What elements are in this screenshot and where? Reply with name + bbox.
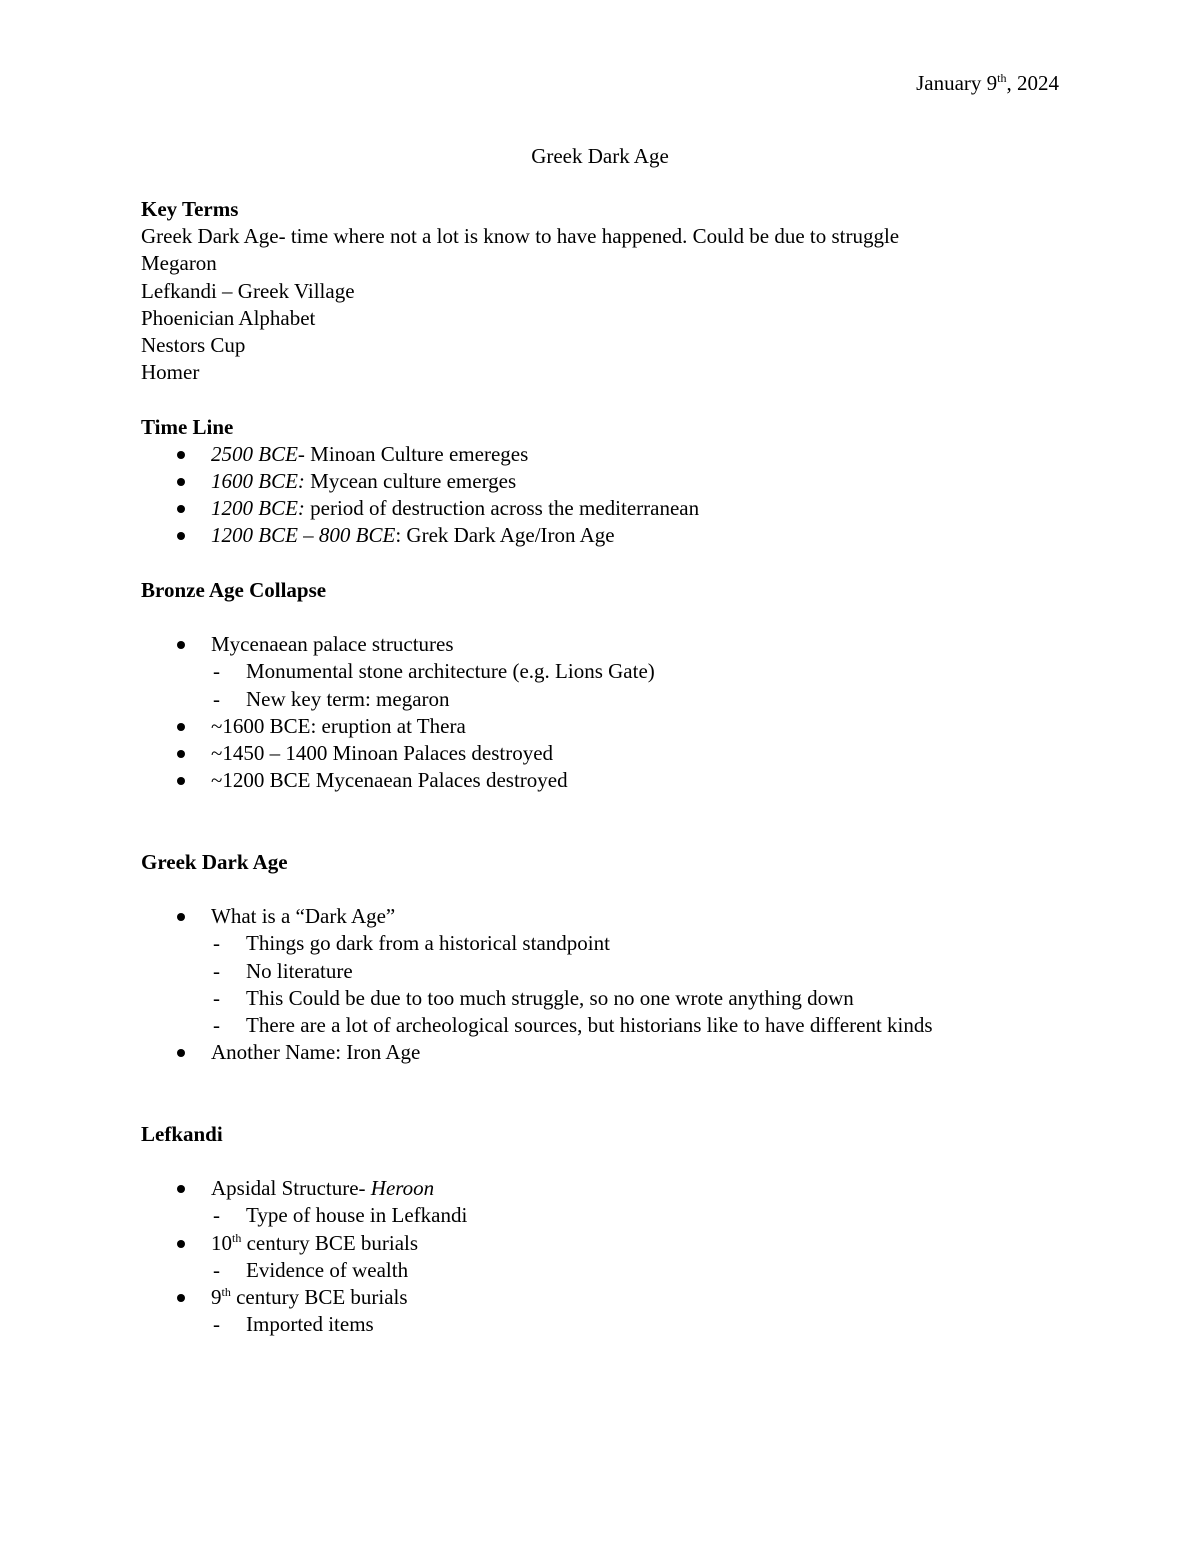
- date-sup: th: [997, 71, 1007, 85]
- sub-item-text: Monumental stone architecture (e.g. Lions Gate): [246, 659, 655, 684]
- key-term-item: Lefkandi – Greek Village: [141, 278, 355, 303]
- sub-item: [141, 1012, 1101, 1039]
- sub-item-text: There are a lot of archeological sources, but historians like to have different kinds: [246, 1013, 933, 1037]
- bronze-age-heading: Bronze Age Collapse: [141, 577, 327, 602]
- bullet-icon: [177, 1294, 185, 1302]
- dash-marker: -: [213, 931, 220, 956]
- bullet-text: Another Name: Iron Age: [211, 1040, 421, 1065]
- timeline-item: [141, 468, 1101, 495]
- timeline-date: 2500 BCE-: [211, 441, 305, 466]
- sub-item-text: Things go dark from a historical standpoint: [246, 931, 610, 956]
- bullet-icon: [177, 641, 185, 649]
- bullet-item: [141, 631, 1101, 658]
- sub-item: [141, 658, 1101, 685]
- timeline-heading: Time Line: [141, 414, 234, 439]
- bullet-italic-text: Heroon: [370, 1176, 435, 1201]
- dark-age-heading: Greek Dark Age: [141, 849, 288, 874]
- bullet-text: century BCE burials: [241, 1230, 419, 1255]
- timeline-date: 1200 BCE – 800 BCE: [211, 523, 396, 548]
- sub-item: [141, 1202, 1101, 1229]
- dash-marker: -: [213, 958, 220, 983]
- sub-item-text: No literature: [246, 958, 353, 983]
- bullet-text: Apsidal Structure-: [211, 1176, 371, 1201]
- bullet-text: Mycenaean palace structures: [211, 632, 454, 657]
- key-term-item: Nestors Cup: [141, 333, 246, 358]
- bullet-item: [141, 1284, 1101, 1311]
- lefkandi-heading: Lefkandi: [141, 1121, 223, 1146]
- bullet-item: [141, 767, 1101, 794]
- key-term-item: Homer: [141, 360, 200, 385]
- sub-item: [141, 686, 1101, 713]
- bullet-text: ~1450 – 1400 Minoan Palaces destroyed: [211, 741, 554, 766]
- bullet-text: ~1600 BCE: eruption at Thera: [211, 713, 466, 738]
- bullet-icon: [177, 723, 185, 731]
- sub-item-text: Evidence of wealth: [246, 1257, 409, 1282]
- bullet-item: [141, 1039, 1101, 1066]
- key-term-item: Greek Dark Age- time where not a lot is know to have happened. Could be due to struggle: [141, 224, 900, 249]
- timeline-text: Mycean culture emerges: [304, 469, 517, 494]
- timeline-item: [141, 495, 1101, 522]
- key-term-item: Megaron: [141, 251, 217, 276]
- bullet-icon: [177, 750, 185, 758]
- sub-item: [141, 985, 1101, 1012]
- document-body: [141, 196, 1101, 1338]
- bullet-item: [141, 1230, 1101, 1257]
- bullet-item: [141, 1175, 1101, 1202]
- bullet-item: [141, 903, 1101, 930]
- dash-marker: -: [213, 659, 220, 684]
- timeline-text: : Grek Dark Age/Iron Age: [395, 523, 615, 548]
- ordinal-sup: th: [221, 1284, 231, 1299]
- bullet-icon: [177, 1049, 185, 1057]
- bullet-icon: [177, 1240, 185, 1248]
- sub-item-text: This Could be due to too much struggle, so no one wrote anything down: [246, 985, 854, 1010]
- century-number: 10: [211, 1230, 232, 1255]
- bullet-icon: [177, 532, 185, 540]
- date-suffix: , 2024: [1006, 71, 1059, 95]
- sub-item-text: Imported items: [246, 1312, 374, 1337]
- bullet-icon: [177, 1185, 185, 1193]
- century-number: 9: [211, 1284, 222, 1309]
- sub-item: [141, 930, 1101, 957]
- dash-marker: -: [213, 1013, 220, 1037]
- timeline-date: 1600 BCE:: [211, 469, 305, 494]
- bullet-icon: [177, 505, 185, 513]
- bullet-text: ~1200 BCE Mycenaean Palaces destroyed: [211, 768, 568, 793]
- dash-marker: -: [213, 1203, 220, 1228]
- date-prefix: January 9: [916, 71, 998, 95]
- bullet-icon: [177, 777, 185, 785]
- bullet-icon: [177, 451, 185, 459]
- dash-marker: -: [213, 1312, 220, 1337]
- timeline-item: [141, 441, 1101, 468]
- document-title: Greek Dark Age: [531, 144, 669, 168]
- key-terms-heading: Key Terms: [141, 197, 239, 221]
- timeline-date: 1200 BCE:: [211, 496, 305, 521]
- ordinal-sup: th: [232, 1230, 242, 1245]
- sub-item: [141, 958, 1101, 985]
- bullet-text: What is a “Dark Age”: [211, 904, 396, 929]
- timeline-item: [141, 522, 1101, 549]
- sub-item: [141, 1257, 1101, 1284]
- bullet-item: [141, 713, 1101, 740]
- bullet-text: century BCE burials: [230, 1284, 408, 1309]
- timeline-text: period of destruction across the mediterranean: [304, 496, 700, 521]
- bullet-icon: [177, 478, 185, 486]
- date-line: [916, 70, 1059, 97]
- bullet-item: [141, 740, 1101, 767]
- sub-item-text: New key term: megaron: [246, 686, 450, 711]
- sub-item-text: Type of house in Lefkandi: [246, 1203, 468, 1228]
- dash-marker: -: [213, 1257, 220, 1282]
- sub-item: [141, 1311, 1101, 1338]
- bullet-icon: [177, 913, 185, 921]
- dash-marker: -: [213, 985, 220, 1010]
- key-term-item: Phoenician Alphabet: [141, 305, 316, 330]
- timeline-text: Minoan Culture emereges: [304, 441, 529, 466]
- dash-marker: -: [213, 686, 220, 711]
